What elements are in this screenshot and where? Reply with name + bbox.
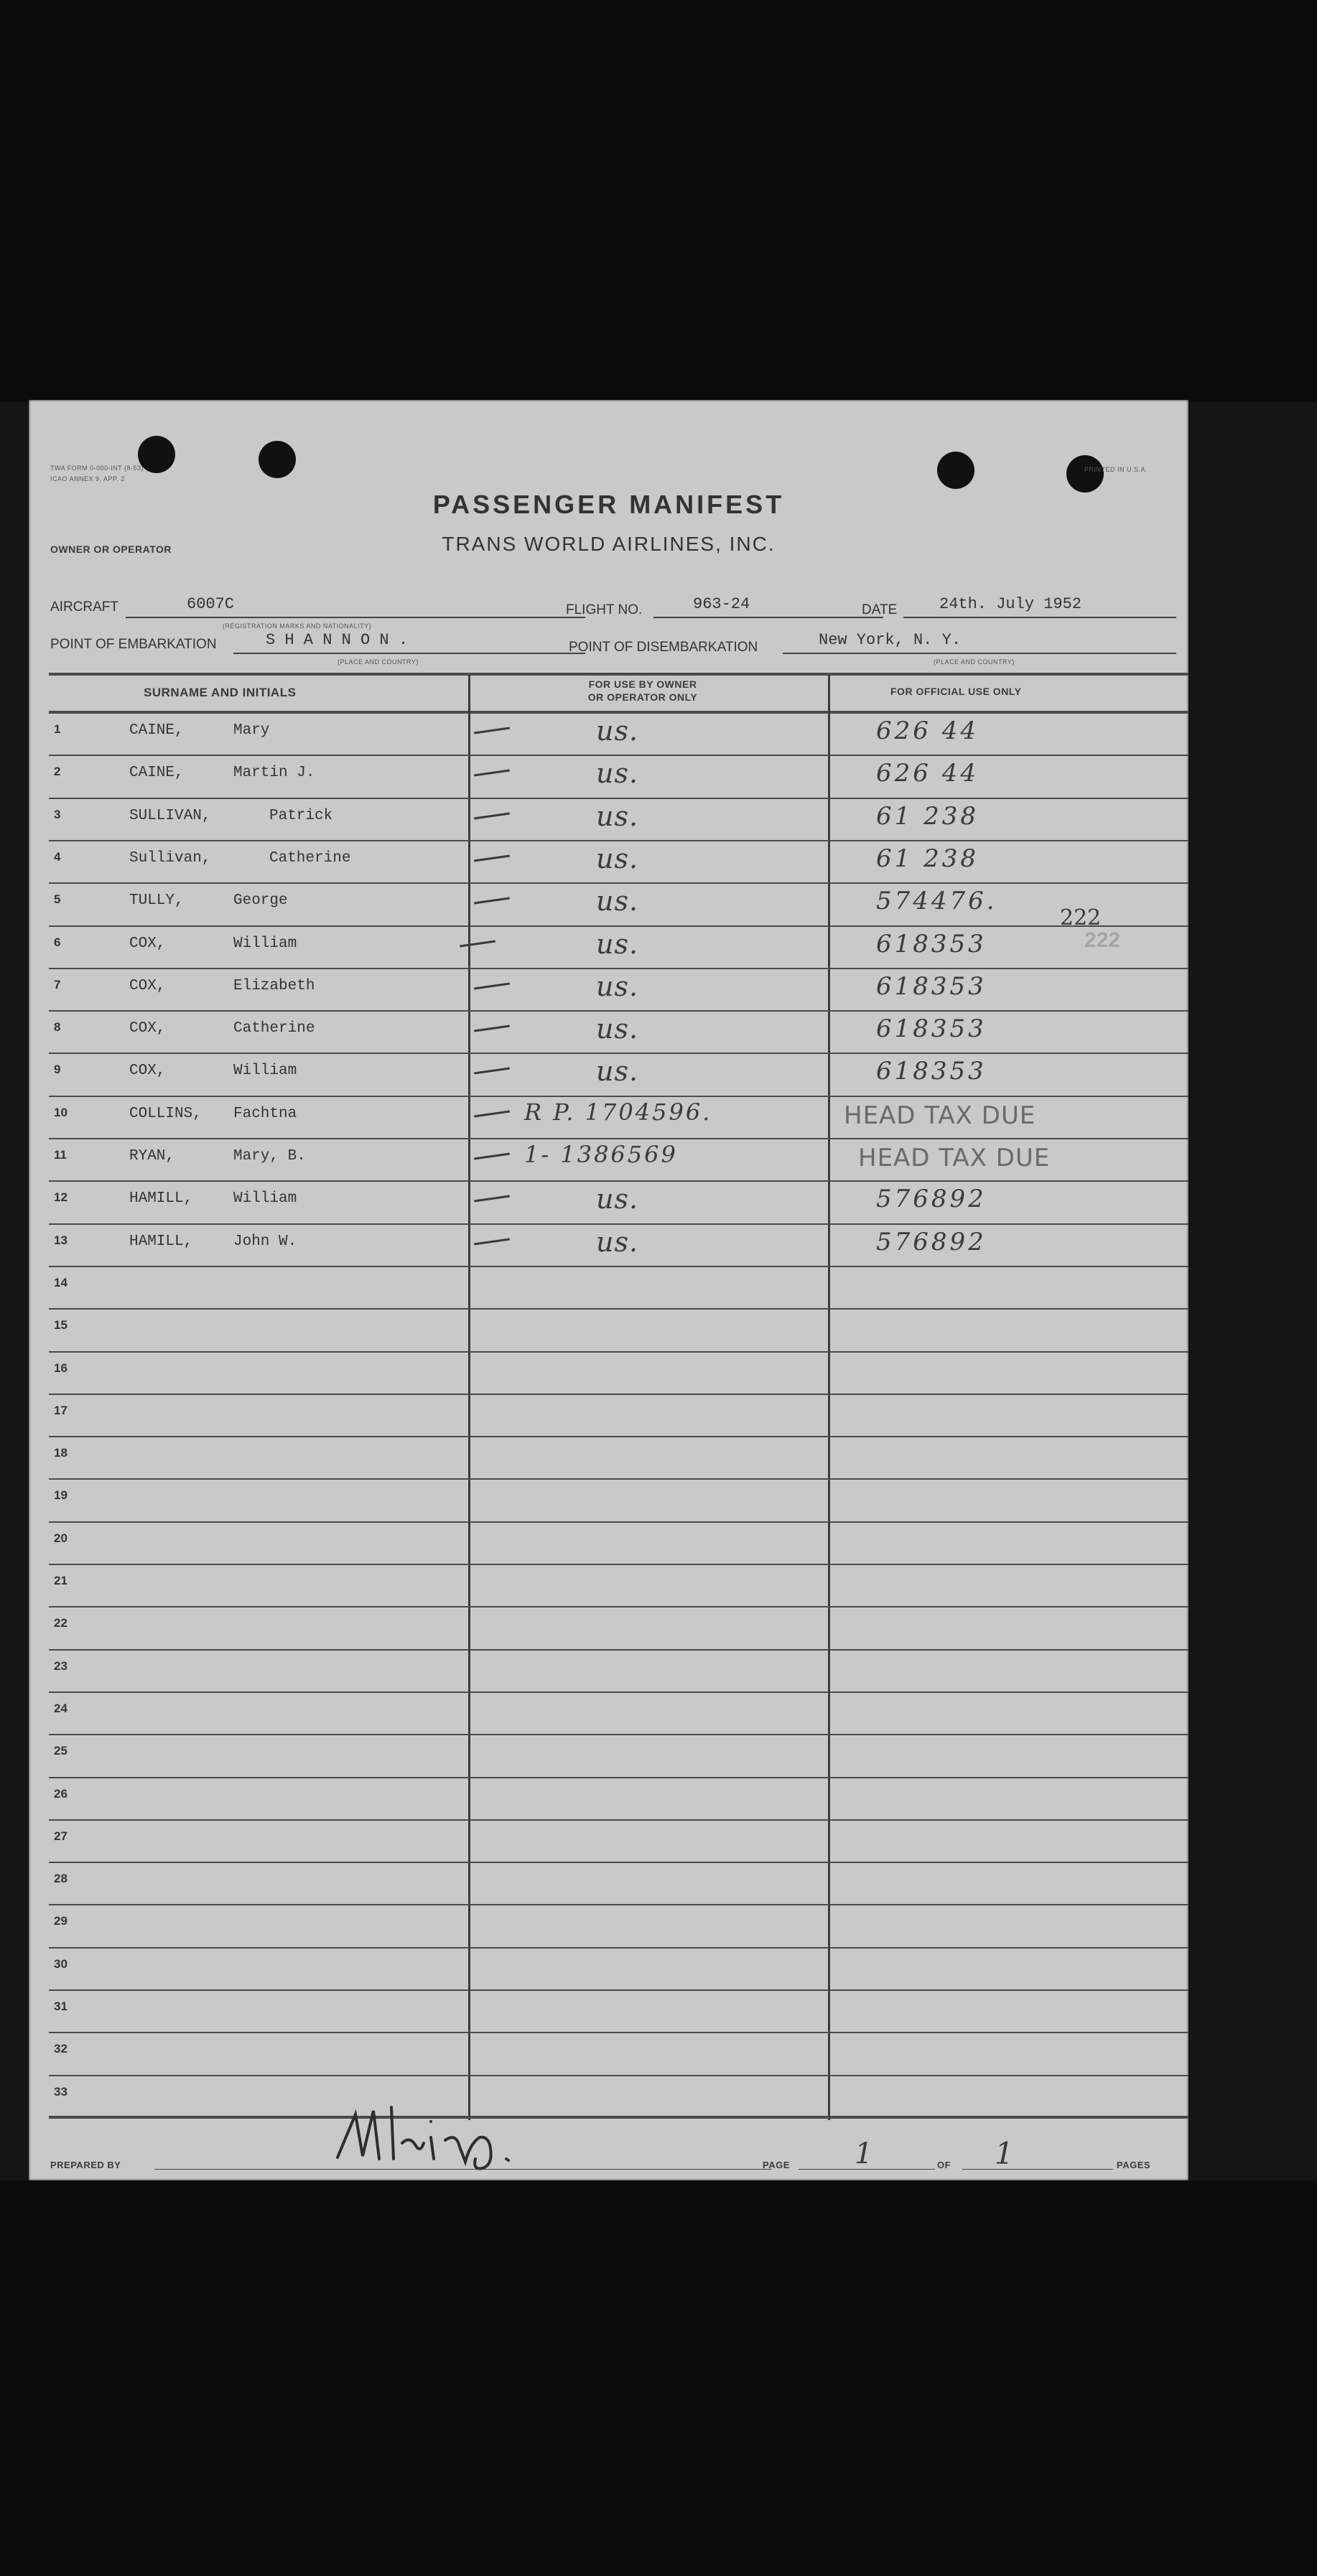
row-number: 18 bbox=[54, 1446, 68, 1460]
owner-use-entry: us. bbox=[596, 715, 639, 747]
official-use-entry: 626 44 bbox=[876, 717, 979, 745]
owner-use-entry: us. bbox=[596, 928, 639, 960]
date-value: 24th. July 1952 bbox=[939, 595, 1082, 613]
row-number: 9 bbox=[54, 1063, 61, 1077]
row-number: 15 bbox=[54, 1318, 68, 1333]
punch-hole bbox=[1066, 455, 1104, 493]
flight-label: FLIGHT NO. bbox=[566, 602, 643, 617]
head-tax-stamp: HEAD TAX DUE bbox=[858, 1144, 1051, 1172]
row-rule bbox=[49, 925, 1188, 927]
scan-bottom-border bbox=[0, 2180, 1317, 2576]
form-id-line2: ICAO ANNEX 9, APP. 2 bbox=[50, 475, 125, 482]
row-number: 29 bbox=[54, 1914, 68, 1928]
owner-use-entry: us. bbox=[596, 1226, 639, 1258]
check-mark bbox=[474, 1238, 510, 1245]
row-rule bbox=[49, 1989, 1188, 1991]
official-use-entry: 576892 bbox=[876, 1185, 987, 1214]
column-header-owner-line1: FOR USE BY OWNER bbox=[588, 678, 697, 690]
row-number: 19 bbox=[54, 1488, 68, 1503]
row-number: 25 bbox=[54, 1744, 68, 1758]
column-divider bbox=[468, 676, 470, 2120]
embarkation-label: POINT OF EMBARKATION bbox=[50, 637, 217, 652]
pages-label: PAGES bbox=[1117, 2160, 1151, 2170]
passenger-surname: CAINE, bbox=[129, 765, 184, 782]
page-total: 1 bbox=[995, 2136, 1014, 2171]
passenger-given-name: Fachtna bbox=[233, 1105, 297, 1122]
date-label: DATE bbox=[862, 602, 898, 617]
passenger-given-name: William bbox=[233, 1190, 297, 1208]
row-number: 4 bbox=[54, 849, 61, 864]
aircraft-value: 6007C bbox=[187, 595, 235, 613]
check-mark bbox=[460, 940, 495, 947]
row-number: 24 bbox=[54, 1701, 68, 1715]
passenger-surname: RYAN, bbox=[129, 1148, 175, 1165]
passenger-surname: SULLIVAN, bbox=[129, 807, 211, 824]
manifest-sheet bbox=[29, 400, 1188, 2180]
row-number: 33 bbox=[54, 2084, 68, 2099]
passenger-given-name: Catherine bbox=[269, 849, 351, 867]
owner-use-entry: 1- 1386569 bbox=[524, 1141, 678, 1168]
row-rule bbox=[49, 840, 1188, 841]
flight-underline bbox=[653, 617, 883, 618]
row-rule bbox=[49, 1606, 1188, 1607]
row-rule bbox=[49, 1862, 1188, 1863]
owner-use-entry: R P. 1704596. bbox=[524, 1098, 712, 1126]
passenger-given-name: William bbox=[233, 1063, 297, 1080]
row-number: 13 bbox=[54, 1233, 68, 1247]
passenger-surname: HAMILL, bbox=[129, 1233, 193, 1250]
row-rule bbox=[49, 755, 1188, 756]
check-mark bbox=[474, 1068, 510, 1075]
owner-label: OWNER OR OPERATOR bbox=[50, 543, 172, 555]
passenger-surname: COX, bbox=[129, 1020, 166, 1037]
row-rule bbox=[49, 1180, 1188, 1182]
official-use-entry: 626 44 bbox=[876, 759, 979, 788]
official-use-entry: 618353 bbox=[876, 971, 987, 1001]
passenger-surname: COLLINS, bbox=[129, 1105, 202, 1122]
column-header-name: SURNAME AND INITIALS bbox=[144, 686, 297, 699]
table-bottom-rule bbox=[49, 2116, 1188, 2119]
date-underline bbox=[903, 617, 1176, 618]
row-rule bbox=[49, 1691, 1188, 1693]
page-number: 1 bbox=[855, 2137, 873, 2170]
official-use-entry: 618353 bbox=[876, 1057, 987, 1086]
row-number: 23 bbox=[54, 1658, 68, 1673]
scan-top-border bbox=[0, 0, 1317, 402]
row-rule bbox=[49, 1010, 1188, 1012]
owner-use-entry: us. bbox=[596, 1013, 639, 1045]
check-mark bbox=[474, 727, 510, 734]
embarkation-underline bbox=[233, 653, 585, 654]
row-number: 16 bbox=[54, 1361, 68, 1375]
check-mark bbox=[474, 1153, 510, 1160]
prepared-by-label: PREPARED BY bbox=[50, 2160, 121, 2170]
passenger-given-name: George bbox=[233, 892, 288, 910]
check-mark bbox=[474, 770, 510, 777]
passenger-surname: CAINE, bbox=[129, 722, 184, 739]
flight-number: 963-24 bbox=[693, 595, 750, 613]
row-number: 3 bbox=[54, 807, 61, 821]
owner-use-entry: us. bbox=[596, 757, 639, 790]
row-rule bbox=[49, 882, 1188, 884]
aircraft-label: AIRCRAFT bbox=[50, 599, 118, 615]
row-number: 22 bbox=[54, 1616, 68, 1630]
check-mark bbox=[474, 1195, 510, 1203]
aircraft-note: (REGISTRATION MARKS AND NATIONALITY) bbox=[223, 622, 372, 630]
row-number: 20 bbox=[54, 1531, 68, 1545]
official-use-entry: 574476. bbox=[876, 887, 997, 916]
row-rule bbox=[49, 2075, 1188, 2076]
passenger-given-name: John W. bbox=[233, 1233, 297, 1250]
passenger-given-name: Mary, B. bbox=[233, 1148, 306, 1165]
official-use-entry: 618353 bbox=[876, 929, 987, 958]
owner-use-entry: us. bbox=[596, 1055, 639, 1088]
official-use-entry: 576892 bbox=[876, 1227, 987, 1256]
row-rule bbox=[49, 1819, 1188, 1821]
check-mark bbox=[474, 897, 510, 905]
row-number: 32 bbox=[54, 2042, 68, 2056]
disembarkation-label: POINT OF DISEMBARKATION bbox=[569, 640, 758, 655]
disembarkation-underline bbox=[783, 653, 1176, 654]
row-number: 10 bbox=[54, 1105, 68, 1119]
of-underline bbox=[962, 2169, 1113, 2170]
row-rule bbox=[49, 1734, 1188, 1735]
check-mark bbox=[474, 982, 510, 989]
passenger-given-name: Elizabeth bbox=[233, 977, 315, 994]
form-id-line1: TWA FORM 0-000-INT (8-53) bbox=[50, 465, 144, 472]
row-number: 12 bbox=[54, 1190, 68, 1205]
page-label: PAGE bbox=[763, 2160, 790, 2170]
handwritten-number: 222 bbox=[1060, 905, 1102, 930]
passenger-surname: Sullivan, bbox=[129, 849, 211, 867]
column-divider bbox=[828, 676, 830, 2120]
disembarkation-note: (PLACE AND COUNTRY) bbox=[934, 658, 1015, 666]
disembarkation-value: New York, N. Y. bbox=[819, 631, 962, 649]
row-rule bbox=[49, 1436, 1188, 1437]
row-rule bbox=[49, 1478, 1188, 1480]
row-rule bbox=[49, 1904, 1188, 1905]
punch-hole bbox=[937, 452, 974, 489]
official-use-entry: 61 238 bbox=[876, 844, 979, 873]
column-header-official: FOR OFFICIAL USE ONLY bbox=[890, 686, 1022, 697]
row-rule bbox=[49, 1096, 1188, 1097]
page-title: PASSENGER MANIFEST bbox=[432, 490, 785, 519]
owner-use-entry: us. bbox=[596, 970, 639, 1002]
owner-use-entry: us. bbox=[596, 800, 639, 832]
row-number: 7 bbox=[54, 977, 61, 991]
table-top-rule bbox=[49, 673, 1188, 676]
row-rule bbox=[49, 1521, 1188, 1523]
preparer-signature bbox=[323, 2093, 553, 2172]
row-rule bbox=[49, 1947, 1188, 1949]
row-number: 27 bbox=[54, 1829, 68, 1843]
of-label: OF bbox=[937, 2160, 951, 2170]
printed-in: PRINTED IN U.S.A. bbox=[1084, 466, 1148, 473]
row-rule bbox=[49, 1053, 1188, 1054]
owner-use-entry: us. bbox=[596, 1183, 639, 1215]
stamped-number: 222 bbox=[1084, 928, 1121, 952]
row-number: 21 bbox=[54, 1574, 68, 1587]
row-rule bbox=[49, 968, 1188, 969]
column-header-owner-line2: OR OPERATOR ONLY bbox=[587, 691, 698, 703]
row-rule bbox=[49, 1777, 1188, 1778]
row-rule bbox=[49, 1649, 1188, 1651]
embarkation-note: (PLACE AND COUNTRY) bbox=[338, 658, 419, 666]
check-mark bbox=[474, 854, 510, 862]
row-number: 28 bbox=[54, 1872, 68, 1886]
passenger-surname: COX, bbox=[129, 977, 166, 994]
row-rule bbox=[49, 1138, 1188, 1139]
aircraft-underline bbox=[126, 617, 585, 618]
head-tax-stamp: HEAD TAX DUE bbox=[844, 1101, 1036, 1130]
check-mark bbox=[474, 1110, 510, 1117]
row-number: 6 bbox=[54, 935, 61, 949]
row-number: 31 bbox=[54, 1999, 68, 2013]
row-number: 5 bbox=[54, 892, 61, 907]
row-rule bbox=[49, 1308, 1188, 1310]
passenger-given-name: Catherine bbox=[233, 1020, 315, 1037]
passenger-given-name: Mary bbox=[233, 722, 270, 739]
official-use-entry: 618353 bbox=[876, 1014, 987, 1044]
row-rule bbox=[49, 1564, 1188, 1565]
check-mark bbox=[474, 1025, 510, 1032]
airline-name: TRANS WORLD AIRLINES, INC. bbox=[442, 533, 776, 555]
row-rule bbox=[49, 1394, 1188, 1395]
row-rule bbox=[49, 1266, 1188, 1267]
row-rule bbox=[49, 2032, 1188, 2033]
check-mark bbox=[474, 812, 510, 819]
row-number: 11 bbox=[54, 1148, 67, 1162]
row-number: 17 bbox=[54, 1403, 68, 1417]
passenger-given-name: Patrick bbox=[269, 807, 333, 824]
embarkation-value: S H A N N O N . bbox=[266, 631, 409, 649]
row-rule bbox=[49, 1351, 1188, 1353]
punch-hole bbox=[259, 441, 296, 478]
owner-use-entry: us. bbox=[596, 885, 639, 918]
table-header-rule bbox=[49, 711, 1188, 714]
row-rule bbox=[49, 1223, 1188, 1225]
passenger-surname: COX, bbox=[129, 935, 166, 952]
passenger-given-name: William bbox=[233, 935, 297, 952]
row-rule bbox=[49, 798, 1188, 799]
passenger-given-name: Martin J. bbox=[233, 765, 315, 782]
row-number: 26 bbox=[54, 1786, 68, 1801]
row-number: 14 bbox=[54, 1275, 68, 1289]
row-number: 8 bbox=[54, 1020, 61, 1035]
passenger-surname: COX, bbox=[129, 1063, 166, 1080]
row-number: 2 bbox=[54, 765, 61, 779]
owner-use-entry: us. bbox=[596, 842, 639, 874]
passenger-surname: TULLY, bbox=[129, 892, 184, 910]
official-use-entry: 61 238 bbox=[876, 801, 979, 831]
row-number: 30 bbox=[54, 1956, 68, 1971]
passenger-surname: HAMILL, bbox=[129, 1190, 193, 1208]
row-number: 1 bbox=[54, 722, 61, 736]
